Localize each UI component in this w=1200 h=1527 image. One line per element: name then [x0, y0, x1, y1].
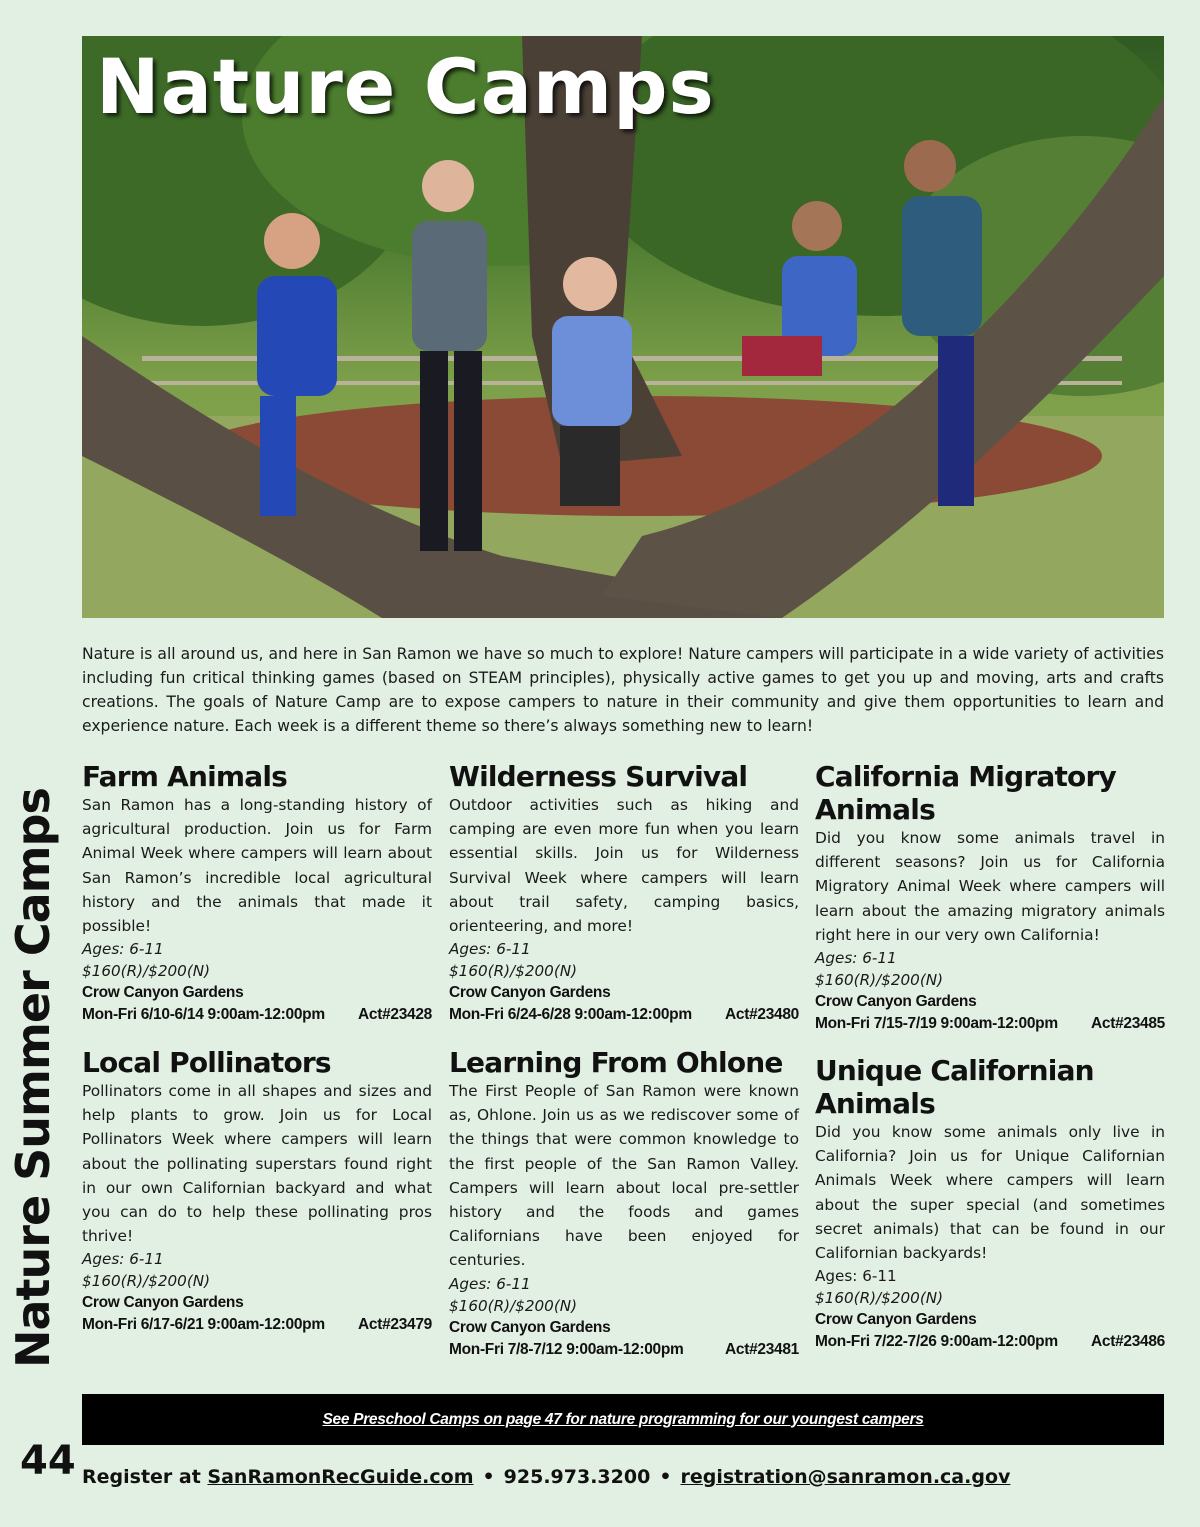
camp-schedule: Mon-Fri 6/24-6/28 9:00am-12:00pm [449, 1006, 692, 1024]
page-number: 44 [20, 1438, 76, 1484]
camp-activity-number: Act#23480 [725, 1006, 799, 1024]
camp-card-learning-from-ohlone [449, 1046, 799, 1361]
camp-description: Did you know some animals only live in California? Join us for Unique Californian Animals Week where campers will learn about the super special (and sometimes secret animals) that can be found in our Californian backyards! [815, 1123, 1165, 1263]
camp-card-local-pollinators [82, 1046, 432, 1336]
camp-ages: Ages: 6-11 [82, 940, 164, 959]
camp-title: Farm Animals [82, 760, 288, 793]
camp-schedule-row [815, 1331, 1165, 1353]
camp-schedule: Mon-Fri 7/8-7/12 9:00am-12:00pm [449, 1340, 684, 1358]
camp-location: Crow Canyon Gardens [815, 1311, 977, 1329]
camp-schedule-row [449, 1339, 799, 1361]
camp-description: Outdoor activities such as hiking and camping are even more fun when you learn essential skills. Join us for Wilderness Survival Week where campers will learn about trail safety, camping basics, orienteering, and more! [449, 796, 799, 936]
section-side-label: Nature Summer Camps [6, 788, 60, 1368]
preschool-banner-link[interactable]: See Preschool Camps on page 47 for nature programming for our youngest campers [322, 1410, 924, 1428]
camp-location: Crow Canyon Gardens [815, 993, 977, 1011]
camp-schedule-row [82, 1314, 432, 1336]
camp-title: Unique Californian Animals [815, 1054, 1094, 1120]
camp-location: Crow Canyon Gardens [449, 984, 611, 1002]
camp-card-farm-animals [82, 760, 432, 1026]
camp-price: $160(R)/$200(N) [815, 971, 944, 990]
separator-1: • [482, 1466, 495, 1488]
camp-title: California Migratory Animals [815, 760, 1116, 826]
camp-price: $160(R)/$200(N) [449, 962, 578, 981]
camp-price: $160(R)/$200(N) [82, 962, 211, 981]
phone-number: 925.973.3200 [503, 1466, 651, 1488]
camp-activity-number: Act#23485 [1091, 1015, 1165, 1033]
camp-schedule-row [449, 1004, 799, 1026]
camp-ages: Ages: 6-11 [815, 1267, 897, 1286]
camp-card-california-migratory-animals [815, 760, 1165, 1035]
camp-title: Wilderness Survival [449, 760, 748, 793]
camp-ages: Ages: 6-11 [815, 949, 897, 968]
camp-price: $160(R)/$200(N) [449, 1296, 578, 1315]
camp-ages: Ages: 6-11 [82, 1250, 164, 1269]
camp-schedule: Mon-Fri 6/17-6/21 9:00am-12:00pm [82, 1316, 325, 1334]
camp-activity-number: Act#23486 [1091, 1333, 1165, 1351]
camp-description: Pollinators come in all shapes and sizes and help plants to grow. Join us for Local Pollinators Week where campers will learn about the pollinating superstars found right in our own Californian backyard and what you can do to help these pollinating pros thrive! [82, 1082, 432, 1246]
camp-description: Did you know some animals travel in different seasons? Join us for California Migratory Animal Week where campers will learn about the amazing migratory animals right here in our very own California! [815, 829, 1165, 944]
camp-activity-number: Act#23428 [358, 1006, 432, 1024]
register-prefix: Register at [82, 1466, 208, 1488]
camp-card-wilderness-survival [449, 760, 799, 1026]
camp-card-unique-californian-animals [815, 1054, 1165, 1353]
camp-ages: Ages: 6-11 [449, 1274, 531, 1293]
camp-title: Learning From Ohlone [449, 1046, 783, 1079]
camp-location: Crow Canyon Gardens [82, 984, 244, 1002]
preschool-banner [82, 1394, 1164, 1445]
camp-description: The First People of San Ramon were known as, Ohlone. Join us as we rediscover some of the things that were common knowledge to the first people of the San Ramon Valley. Campers will learn about local pre-settler history and the foods and games Californians have been enjoyed for centuries. [449, 1082, 799, 1270]
camp-activity-number: Act#23479 [358, 1316, 432, 1334]
camp-description: San Ramon has a long-standing history of agricultural production. Join us for Farm Animal Week where campers will learn about San Ramon’s incredible local agricultural history and the animals that made it possible! [82, 796, 432, 936]
camp-schedule: Mon-Fri 7/22-7/26 9:00am-12:00pm [815, 1333, 1058, 1351]
camp-schedule: Mon-Fri 6/10-6/14 9:00am-12:00pm [82, 1006, 325, 1024]
camp-location: Crow Canyon Gardens [449, 1318, 611, 1336]
camp-schedule-row [815, 1013, 1165, 1035]
footer-register [82, 1466, 1010, 1488]
email-link[interactable]: registration@sanramon.ca.gov [680, 1466, 1011, 1488]
camp-price: $160(R)/$200(N) [82, 1272, 211, 1291]
camp-schedule-row [82, 1004, 432, 1026]
camp-title: Local Pollinators [82, 1046, 331, 1079]
intro-paragraph: Nature is all around us, and here in San Ramon we have so much to explore! Nature campers will participate in a wide variety of activities including fun critical thinking games (based on STEAM principles), physically active games to get you up and moving, arts and crafts creations. The goals of Nature Camp are to expose campers to nature in their community and give them opportunities to learn and experience nature. Each week is a different theme so there’s always something new to learn! [82, 645, 1164, 735]
website-link[interactable]: SanRamonRecGuide.com [207, 1466, 474, 1488]
page-title: Nature Camps [96, 42, 715, 131]
camp-activity-number: Act#23481 [725, 1340, 799, 1358]
separator-2: • [659, 1466, 672, 1488]
camp-location: Crow Canyon Gardens [82, 1294, 244, 1312]
hero-photo [82, 36, 1164, 618]
camp-price: $160(R)/$200(N) [815, 1289, 944, 1308]
camp-schedule: Mon-Fri 7/15-7/19 9:00am-12:00pm [815, 1015, 1058, 1033]
camp-ages: Ages: 6-11 [449, 940, 531, 959]
